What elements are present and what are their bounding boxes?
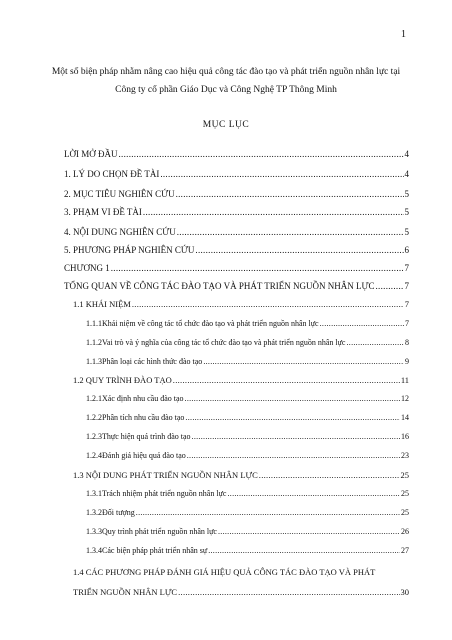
toc-entry-label: 1.2.2Phân tích nhu cầu đào tạo xyxy=(86,413,185,422)
toc-entry-page: 7 xyxy=(404,281,409,291)
toc-entry-label: 1.1 KHÁI NIỆM xyxy=(73,299,131,309)
toc-entry-label: 1.2 QUY TRÌNH ĐÀO TẠO xyxy=(73,375,172,385)
toc-entry-label: 1.3.1Trách nhiệm phát triển nguồn nhân lực xyxy=(86,489,227,498)
toc-entry-label: 1.2.4Đánh giá hiệu quả đào tạo xyxy=(86,451,186,460)
toc-entry[interactable] xyxy=(73,374,409,386)
toc-entry-page: 5 xyxy=(404,207,409,217)
toc-entry-page: 25 xyxy=(401,489,409,498)
toc-entry-page: 25 xyxy=(401,508,409,517)
toc-dot-leader xyxy=(119,148,404,160)
toc-entry[interactable] xyxy=(64,188,409,200)
toc-entry[interactable] xyxy=(86,356,409,368)
toc-entry[interactable] xyxy=(86,412,409,424)
toc-dot-leader xyxy=(185,412,400,424)
toc-entry-label: 5. PHƯƠNG PHÁP NGHIÊN CỨU xyxy=(64,245,195,255)
toc-entry-page: 4 xyxy=(404,169,409,179)
toc-dot-leader xyxy=(160,168,403,180)
toc-entry-label: 1.3.3Quy trình phát triển nguồn nhân lực xyxy=(86,527,217,536)
toc-entry[interactable] xyxy=(73,586,409,598)
toc-entry-label: 1.1.1Khái niệm về công tác tổ chức đào tạo và phát triển nguồn nhân lực xyxy=(86,319,319,328)
toc-entry-page: 5 xyxy=(404,189,409,199)
toc-entry[interactable] xyxy=(64,262,409,274)
toc-entry-page: 11 xyxy=(400,375,409,385)
toc-entry-page: 16 xyxy=(401,432,409,441)
toc-entry-page: 7 xyxy=(405,319,409,328)
toc-entry-page: 12 xyxy=(401,394,409,403)
toc-dot-leader xyxy=(111,262,404,274)
toc-dot-leader xyxy=(320,318,404,330)
toc-entry-page: 14 xyxy=(401,413,409,422)
toc-entry-page: 9 xyxy=(405,357,409,366)
toc-entry[interactable] xyxy=(73,566,409,578)
toc-entry-page: 25 xyxy=(400,470,409,480)
toc-entry-page: 8 xyxy=(405,338,409,347)
toc-entry[interactable] xyxy=(86,431,409,443)
toc-dot-leader xyxy=(187,450,400,462)
toc-entry-label: TRIỂN NGUỒN NHÂN LỰC xyxy=(73,587,178,597)
toc-dot-leader xyxy=(185,393,400,405)
toc-entry-page: 6 xyxy=(404,245,409,255)
toc-entry[interactable] xyxy=(64,168,409,180)
toc-entry-page: 4 xyxy=(404,149,409,159)
toc-entry[interactable] xyxy=(73,298,409,310)
toc-entry[interactable] xyxy=(86,337,409,349)
toc-entry[interactable] xyxy=(86,526,409,538)
toc-entry-label: 1.2.1Xác định nhu cầu đào tạo xyxy=(86,394,184,403)
toc-entry[interactable] xyxy=(86,488,409,500)
toc-entry-label: 4. NỘI DUNG NGHIÊN CỨU xyxy=(64,227,176,237)
toc-dot-leader xyxy=(376,280,404,292)
toc-entry-page: 26 xyxy=(401,527,409,536)
toc-entry-label: 1.2.3Thực hiện quá trình đào tạo xyxy=(86,432,191,441)
toc-entry[interactable] xyxy=(86,450,409,462)
toc-dot-leader xyxy=(173,374,400,386)
toc-dot-leader xyxy=(136,507,400,519)
toc-entry[interactable] xyxy=(64,244,409,256)
toc-entry[interactable] xyxy=(86,507,409,519)
toc-dot-leader xyxy=(227,488,400,500)
toc-entry[interactable] xyxy=(73,469,409,481)
toc-entry-label: 2. MỤC TIÊU NGHIÊN CỨU xyxy=(64,189,175,199)
toc-dot-leader xyxy=(203,356,404,368)
toc-entry-page: 27 xyxy=(401,546,409,555)
toc-dot-leader xyxy=(177,226,404,238)
toc-entry[interactable] xyxy=(64,206,409,218)
toc-dot-leader xyxy=(346,337,404,349)
toc-dot-leader xyxy=(178,586,399,598)
toc-entry-page: 30 xyxy=(400,587,409,597)
toc-entry-page: 23 xyxy=(401,451,409,460)
document-title-line-2: Công ty cổ phần Giáo Dục và Công Nghệ TP Thông Minh xyxy=(115,85,337,95)
toc-dot-leader xyxy=(195,244,403,256)
toc-entry[interactable] xyxy=(86,545,409,557)
toc-entry-label: 1.4 CÁC PHƯƠNG PHÁP ĐÁNH GIÁ HIỆU QUẢ CÔNG TÁC ĐÀO TẠO VÀ PHÁT xyxy=(73,567,376,577)
toc-entry-label: 1. LÝ DO CHỌN ĐỀ TÀI xyxy=(64,169,160,179)
toc-entry[interactable] xyxy=(86,393,409,405)
toc-entry-page: 7 xyxy=(404,299,409,309)
toc-entry-label: 1.3.4Các biện pháp phát triển nhân sự xyxy=(86,546,208,555)
toc-entry-label: TỔNG QUAN VỀ CÔNG TÁC ĐÀO TẠO VÀ PHÁT TRIỂN NGUỒN NHÂN LỰC xyxy=(64,281,375,291)
toc-entry[interactable] xyxy=(64,148,409,160)
toc-entry-page: 5 xyxy=(404,227,409,237)
toc-entry-label: CHƯƠNG 1 xyxy=(64,263,110,273)
toc-dot-leader xyxy=(192,431,400,443)
toc-dot-leader xyxy=(143,206,404,218)
toc-entry-label: 1.1.2Vai trò và ý nghĩa của công tác tổ chức đào tạo và phát triển nguồn nhân lực xyxy=(86,338,346,347)
toc-entry-label: 1.3.2Đối tượng xyxy=(86,508,135,517)
toc-entry[interactable] xyxy=(86,318,409,330)
document-title-line-1: Một số biện pháp nhằm nâng cao hiệu quả công tác đào tạo và phát triển nguồn nhân lực tại xyxy=(51,67,401,77)
toc-entry-label: 1.3 NỘI DUNG PHÁT TRIỂN NGUỒN NHÂN LỰC xyxy=(73,470,258,480)
toc-dot-leader xyxy=(259,469,400,481)
toc-dot-leader xyxy=(176,188,404,200)
toc-entry-label: LỜI MỞ ĐẦU xyxy=(64,149,118,159)
toc-entry[interactable] xyxy=(64,226,409,238)
toc-entry[interactable] xyxy=(64,280,409,292)
toc-entry-page: 7 xyxy=(404,263,409,273)
toc-dot-leader xyxy=(208,545,400,557)
page-number: 1 xyxy=(401,29,406,40)
toc-heading: MỤC LỤC xyxy=(202,120,250,130)
toc-dot-leader xyxy=(132,298,404,310)
toc-entry-label: 1.1.3Phân loại các hình thức đào tạo xyxy=(86,357,203,366)
toc-dot-leader xyxy=(218,526,400,538)
toc-entry-label: 3. PHẠM VI ĐỀ TÀI xyxy=(64,207,142,217)
